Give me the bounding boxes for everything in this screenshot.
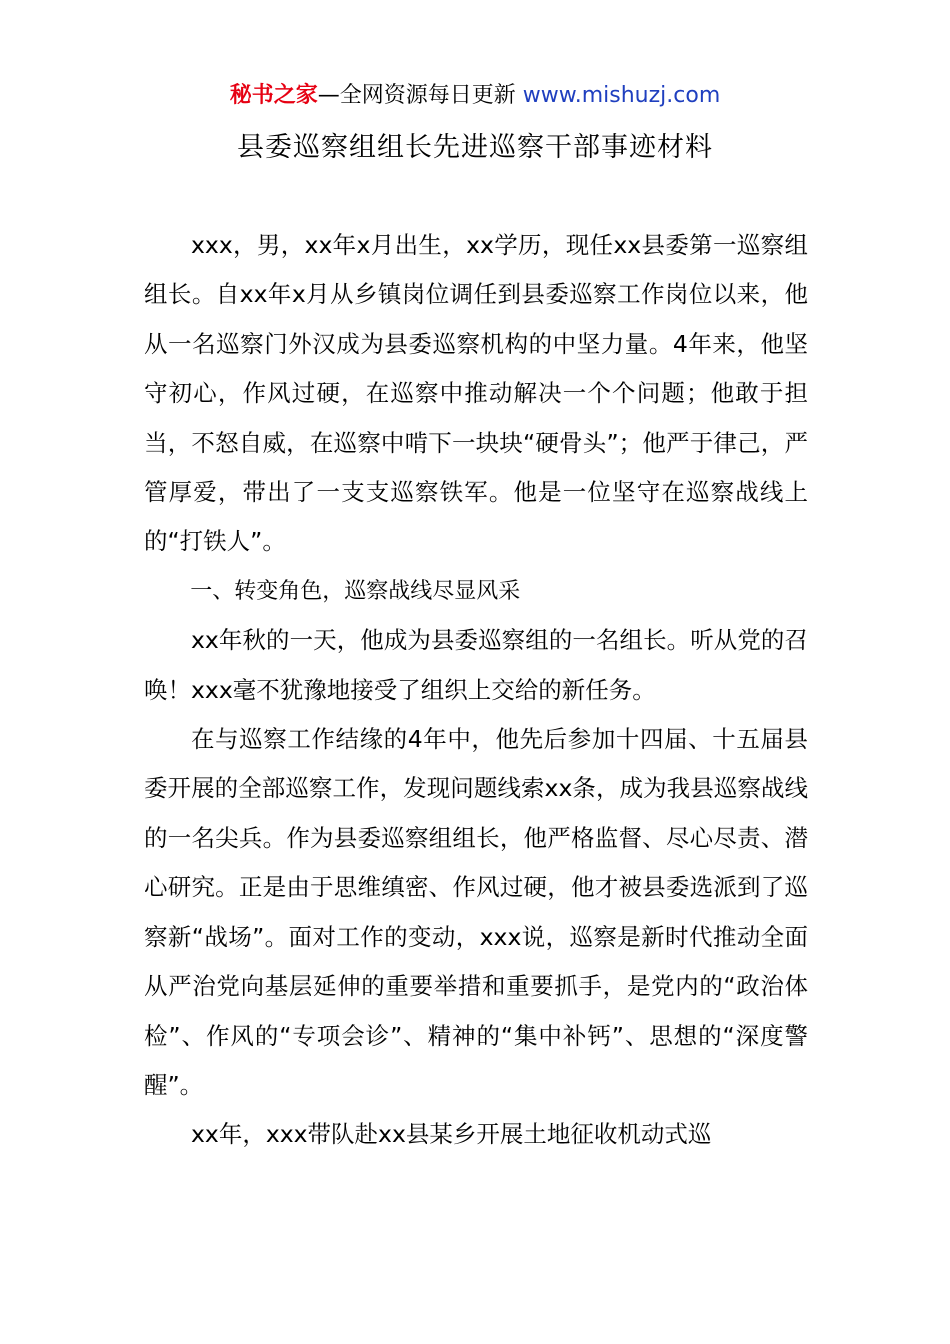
paragraph-intro: xxx，男，xx年x月出生，xx学历，现任xx县委第一巡察组组长。自xx年x月从乡镇岗位调任到县委巡察工作岗位以来，他从一名巡察门外汉成为县委巡察机构的中坚力量。4年来，他坚守初心，作风过硬，在巡察中推动解决一个个问题；他敢于担当，不怒自威，在巡察中啃下一块块“硬骨头”；他严于律己，严管厚爱，带出了一支支巡察铁军。他是一位坚守在巡察战线上的“打铁人”。	[144, 231, 808, 556]
document-body	[144, 221, 808, 1160]
site-url-link[interactable]: www.mishuzj.com	[522, 83, 721, 108]
paragraph-2: xx年秋的一天，他成为县委巡察组的一名组长。听从党的召唤！xxx毫不犹豫地接受了组织上交给的新任务。	[144, 626, 808, 704]
header-tagline: —全网资源每日更新	[317, 83, 523, 108]
document-title: 县委巡察组组长先进巡察干部事迹材料	[237, 132, 713, 163]
section-heading-1: 一、转变角色，巡察战线尽显风采	[190, 578, 521, 604]
paragraph-4: xx年，xxx带队赴xx县某乡开展土地征收机动式巡	[191, 1120, 712, 1149]
site-header	[0, 80, 950, 112]
brand-name: 秘书之家	[229, 83, 318, 108]
paragraph-3: 在与巡察工作结缘的4年中，他先后参加十四届、十五届县委开展的全部巡察工作，发现问题线索xx条，成为我县巡察战线的一名尖兵。作为县委巡察组组长，他严格监督、尽心尽责、潜心研究。正是由于思维缜密、作风过硬，他才被县委选派到了巡察新“战场”。面对工作的变动，xxx说，巡察是新时代推动全面从严治党向基层延伸的重要举措和重要抓手，是党内的“政治体检”、作风的“专项会诊”、精神的“集中补钙”、思想的“深度警醒”。	[144, 725, 808, 1099]
